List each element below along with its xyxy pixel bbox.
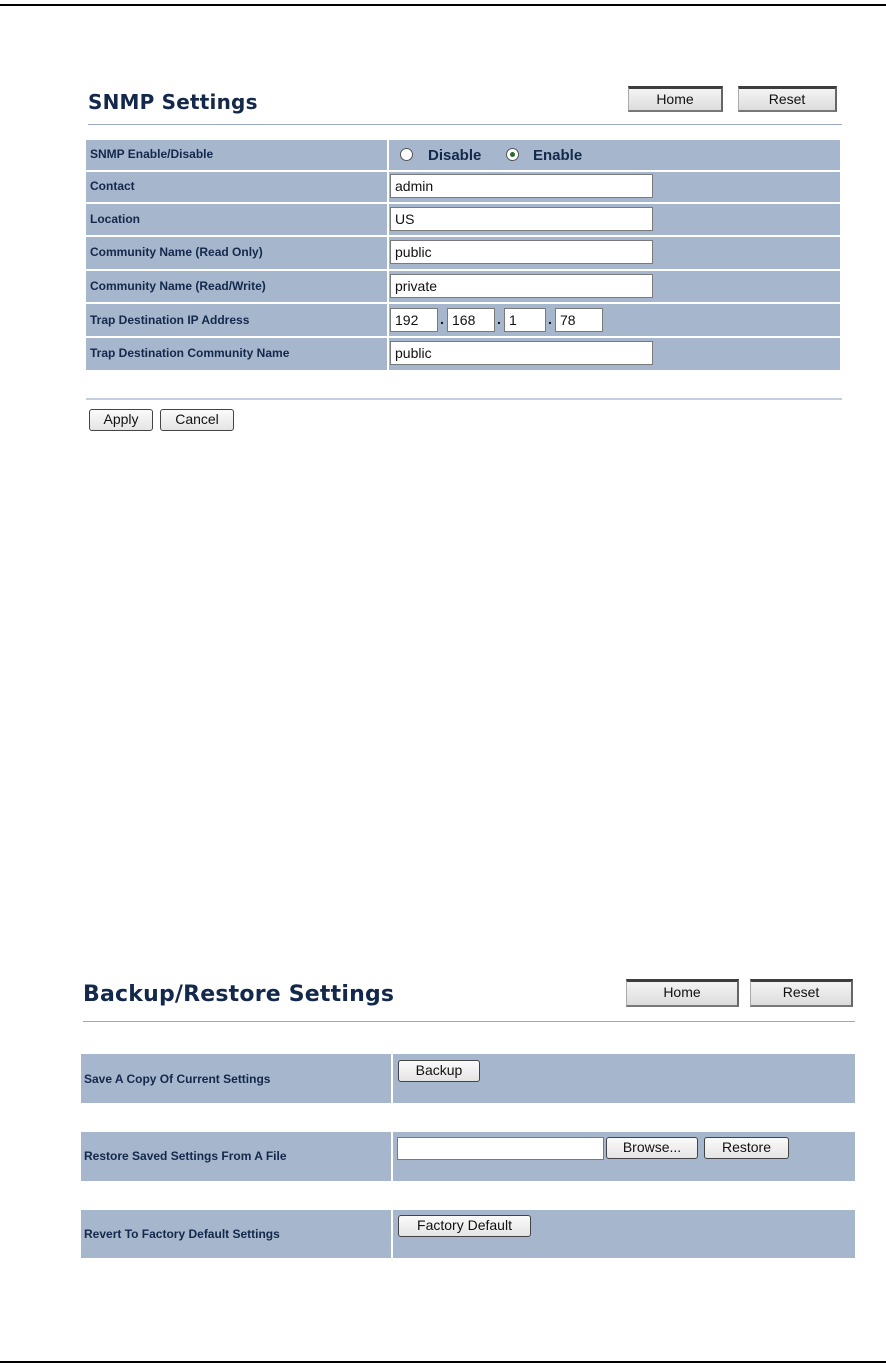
apply-button[interactable]: Apply [89,409,153,431]
snmp-home-button[interactable]: Home [628,86,723,112]
backup-home-button[interactable]: Home [626,979,739,1007]
contact-label: Contact [90,179,135,193]
row-separator [86,336,840,338]
trap-ip-octet-2[interactable]: 168 [447,308,495,332]
community-read-only-input[interactable]: public [390,240,653,264]
ip-separator: . [497,311,501,327]
backup-reset-button[interactable]: Reset [750,979,853,1007]
snmp-footer-divider [86,398,842,400]
backup-column-divider [391,1054,393,1103]
factory-default-label: Revert To Factory Default Settings [84,1227,280,1241]
factory-default-button[interactable]: Factory Default [398,1215,531,1237]
snmp-disable-radio[interactable] [400,148,413,161]
snmp-enable-label: SNMP Enable/Disable [90,147,214,161]
community-read-only-label: Community Name (Read Only) [90,245,263,259]
trap-destination-ip-label: Trap Destination IP Address [90,313,250,327]
trap-ip-octet-3[interactable]: 1 [504,308,546,332]
restore-file-input[interactable] [397,1137,604,1160]
snmp-page-title: SNMP Settings [88,90,258,114]
cancel-button[interactable]: Cancel [160,409,234,431]
row-separator [86,302,840,304]
restore-column-divider [391,1132,393,1181]
page-bottom-rule [0,1361,886,1363]
factory-column-divider [391,1210,393,1258]
community-read-write-label: Community Name (Read/Write) [90,279,266,293]
backup-button[interactable]: Backup [398,1060,480,1082]
location-label: Location [90,212,140,226]
restore-label: Restore Saved Settings From A File [84,1149,287,1163]
backup-title-divider [83,1021,855,1022]
backup-page-title: Backup/Restore Settings [83,982,395,1007]
snmp-reset-button[interactable]: Reset [738,86,837,112]
ip-separator: . [548,311,552,327]
row-separator [86,202,840,204]
trap-community-input[interactable]: public [390,341,653,365]
trap-ip-octet-1[interactable]: 192 [390,308,438,332]
row-separator [86,170,840,172]
save-copy-label: Save A Copy Of Current Settings [84,1072,271,1086]
row-separator [86,235,840,237]
browse-button[interactable]: Browse... [606,1137,698,1159]
row-separator [86,269,840,271]
snmp-enable-radio[interactable] [506,148,519,161]
snmp-enable-radio-label: Enable [533,147,583,164]
trap-community-label: Trap Destination Community Name [90,346,290,360]
ip-separator: . [440,311,444,327]
restore-button[interactable]: Restore [704,1137,789,1159]
contact-input[interactable]: admin [390,174,653,198]
snmp-title-divider [88,124,842,125]
community-read-write-input[interactable]: private [390,274,653,298]
location-input[interactable]: US [390,207,653,231]
trap-ip-octet-4[interactable]: 78 [555,308,603,332]
snmp-disable-radio-label: Disable [428,147,482,164]
page-top-rule [0,4,886,6]
